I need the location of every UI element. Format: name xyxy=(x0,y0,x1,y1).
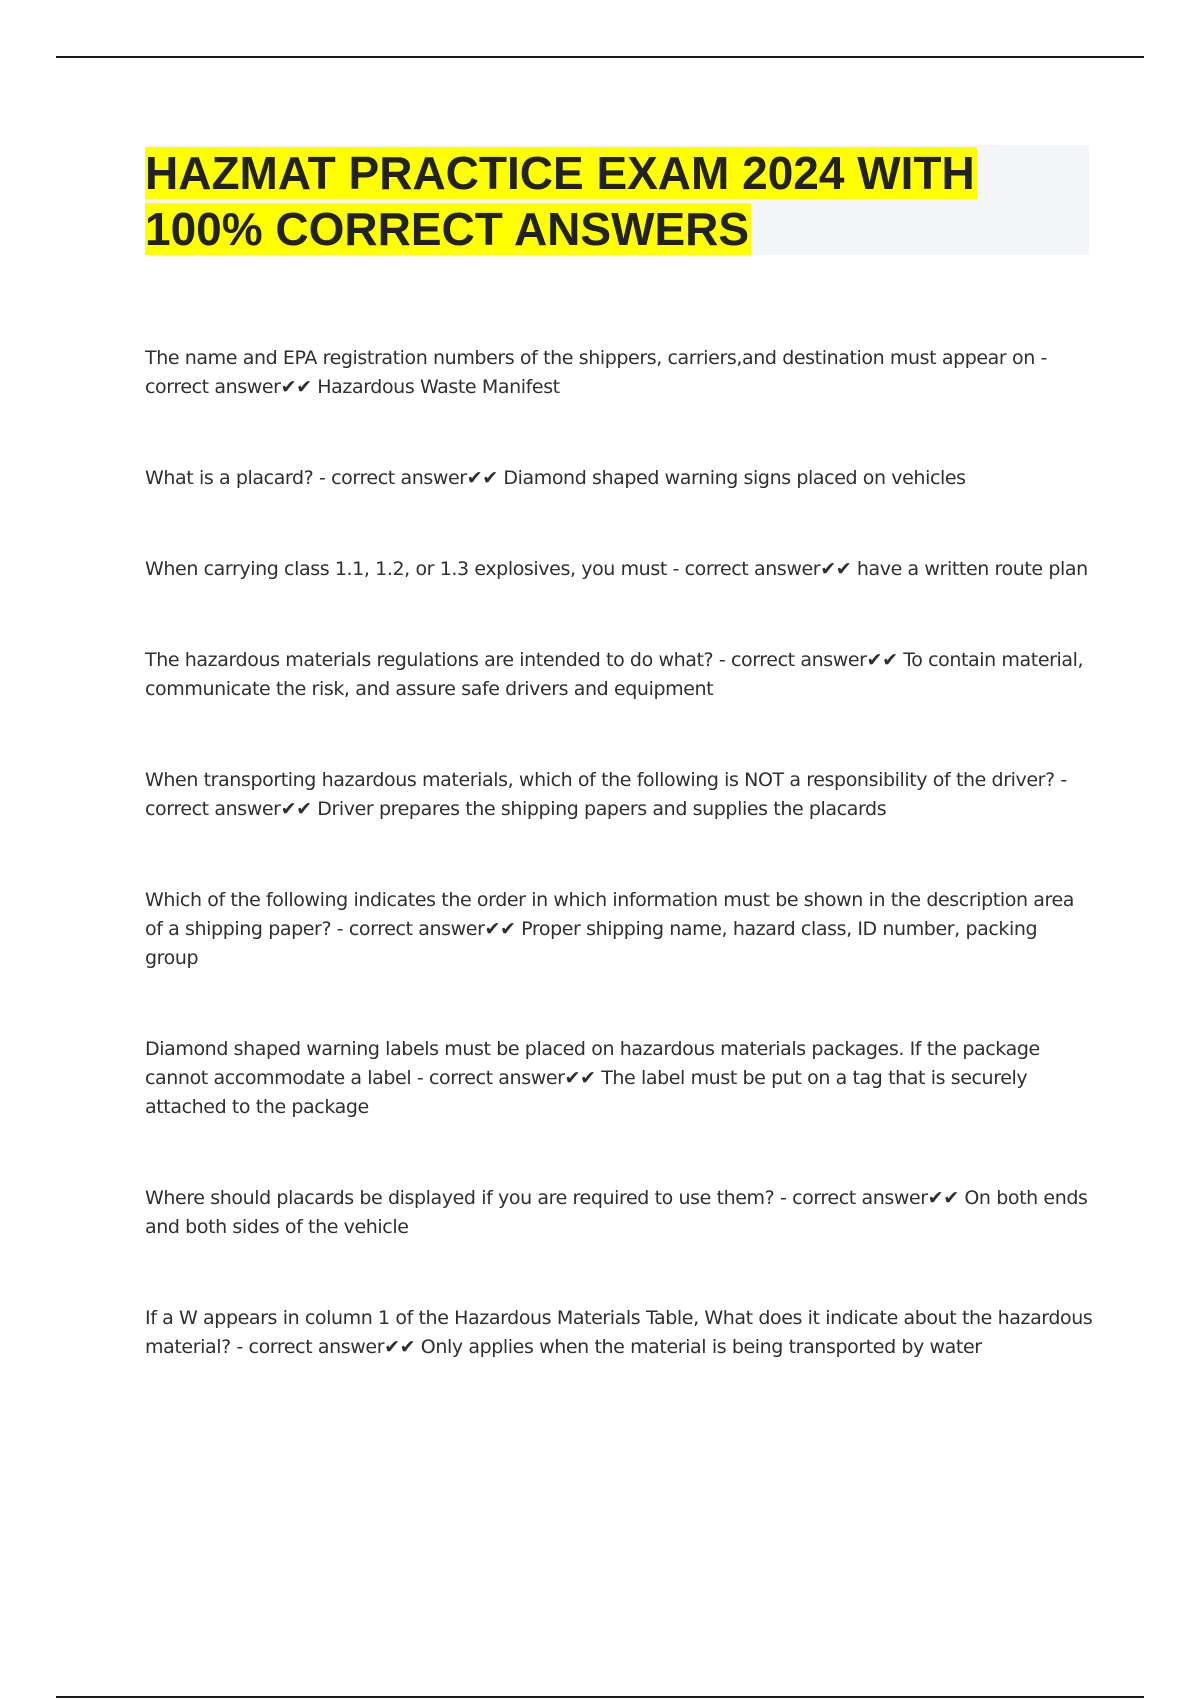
document-title-line-1: HAZMAT PRACTICE EXAM 2024 WITH xyxy=(145,147,975,199)
bottom-divider xyxy=(56,1696,1144,1698)
title-block xyxy=(145,145,1089,255)
top-divider xyxy=(56,56,1144,58)
qa-item-9: If a W appears in column 1 of the Hazardous Materials Table, What does it indicate about the hazardous material? - correct answer✔✔ Only applies when the material is being transported by water xyxy=(145,1307,1093,1358)
qa-item-6: Which of the following indicates the order in which information must be shown in the description area of a shipping paper? - correct answer✔✔ Proper shipping name, hazard class, ID number, packing group xyxy=(145,889,1075,969)
qa-item-2: What is a placard? - correct answer✔✔ Diamond shaped warning signs placed on vehicles xyxy=(145,467,966,489)
qa-item-4: The hazardous materials regulations are intended to do what? - correct answer✔✔ To contain material, communicate the risk, and assure safe drivers and equipment xyxy=(145,649,1084,700)
document-title-line-2: 100% CORRECT ANSWERS xyxy=(145,203,750,255)
question-answer-list xyxy=(145,344,1093,1424)
qa-item-8: Where should placards be displayed if you are required to use them? - correct answer✔✔ On both ends and both sides of the vehicle xyxy=(145,1187,1088,1238)
qa-item-1: The name and EPA registration numbers of the shippers, carriers,and destination must appear on - correct answer✔✔ Hazardous Waste Manifest xyxy=(145,347,1047,398)
qa-item-5: When transporting hazardous materials, which of the following is NOT a responsibility of the driver? - correct answer✔✔ Driver prepares the shipping papers and supplies the placards xyxy=(145,769,1067,820)
document-title xyxy=(145,145,1089,257)
qa-item-7: Diamond shaped warning labels must be placed on hazardous materials packages. If the package cannot accommodate a label - correct answer✔✔ The label must be put on a tag that is securely attached to the package xyxy=(145,1038,1040,1118)
qa-item-3: When carrying class 1.1, 1.2, or 1.3 explosives, you must - correct answer✔✔ have a written route plan xyxy=(145,558,1088,580)
